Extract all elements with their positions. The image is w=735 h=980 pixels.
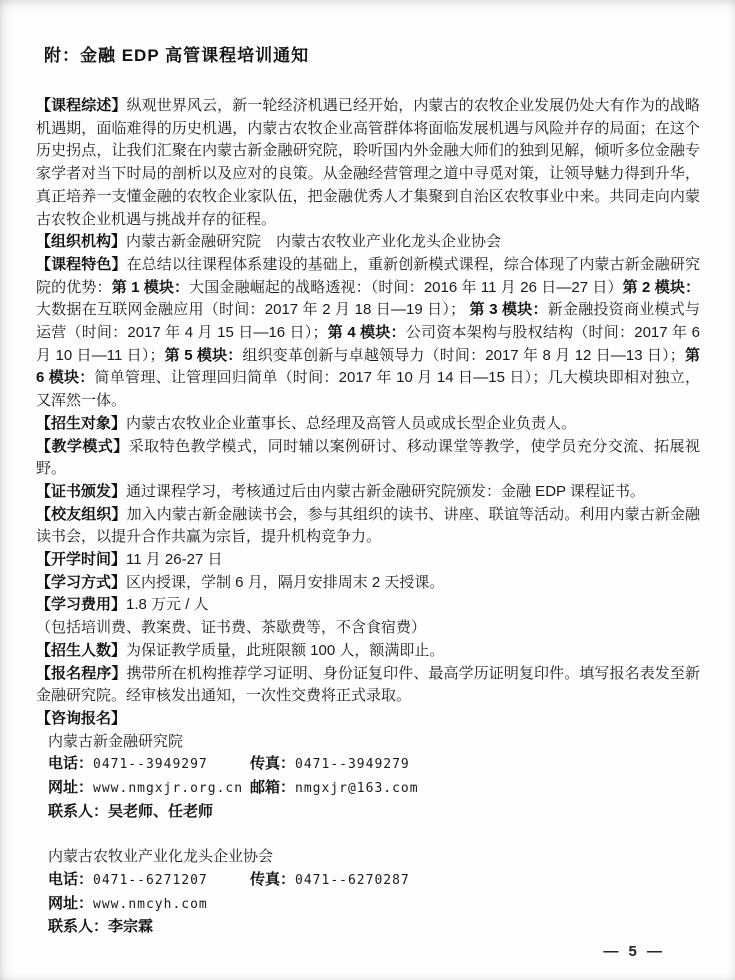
contact-person-label: 联系人： bbox=[48, 802, 109, 820]
features-outro: 几大模块即相对独立，又浑然一体。 bbox=[36, 369, 700, 410]
section-text: 内蒙古新金融研究院 内蒙古农牧业产业化龙头企业协会 bbox=[126, 233, 502, 251]
document-body bbox=[36, 95, 700, 939]
section-text: 通过课程学习，考核通过后由内蒙古新金融研究院颁发：金融 EDP 课程证书。 bbox=[126, 482, 645, 500]
website-value: www.nmgxjr.org.cn bbox=[93, 781, 244, 797]
section-organizers bbox=[36, 231, 700, 254]
fax-value: 0471--6270287 bbox=[295, 872, 410, 888]
contact-person bbox=[36, 916, 700, 939]
phone-field bbox=[48, 753, 250, 777]
section-label: 【教学模式】 bbox=[36, 437, 129, 455]
section-study-mode bbox=[36, 572, 700, 595]
section-teaching-mode bbox=[36, 436, 700, 481]
section-label: 【校友组织】 bbox=[36, 505, 127, 523]
organization-name: 内蒙古农牧业产业化龙头企业协会 bbox=[48, 848, 274, 866]
contact-row bbox=[36, 777, 700, 801]
email-label: 邮箱： bbox=[250, 779, 296, 797]
section-label: 【学习方式】 bbox=[36, 573, 127, 591]
section-label: 【证书颁发】 bbox=[36, 482, 127, 500]
section-text: 为保证教学质量，此班限额 100 人，额满即止。 bbox=[126, 641, 445, 659]
section-label: 【组织机构】 bbox=[36, 233, 127, 251]
section-label: 【咨询报名】 bbox=[36, 709, 127, 727]
module-5-desc: 组织变革创新与卓越领导力（时间：2017 年 8 月 12 日—13 日）； bbox=[242, 346, 685, 364]
module-3-name: 第 3 模块： bbox=[469, 301, 548, 319]
module-4-name: 第 4 模块： bbox=[327, 324, 406, 342]
phone-value: 0471--6271207 bbox=[93, 872, 208, 888]
contact-block-institute bbox=[36, 731, 700, 824]
fee-note bbox=[36, 617, 700, 640]
section-start-date bbox=[36, 549, 700, 572]
module-6-desc: 简单管理、让管理回归简单（时间：2017 年 10 月 14 日—15 日）； bbox=[94, 369, 548, 387]
section-certificate bbox=[36, 481, 700, 504]
contact-block-association bbox=[36, 846, 700, 939]
section-course-overview bbox=[36, 95, 700, 231]
module-2-desc: 大数据在互联网金融应用（时间：2017 年 2 月 18 日—19 日）； bbox=[36, 301, 470, 319]
contact-person bbox=[36, 801, 700, 824]
contact-person-names: 吴老师、任老师 bbox=[108, 802, 214, 820]
section-fee bbox=[36, 594, 700, 617]
website-label: 网址： bbox=[48, 894, 94, 912]
website-value: www.nmcyh.com bbox=[93, 896, 208, 912]
fax-label: 传真： bbox=[250, 870, 296, 888]
section-text: 11 月 26-27 日 bbox=[126, 551, 223, 569]
section-consult bbox=[36, 708, 700, 731]
page-title: 附：金融 EDP 高管课程培训通知 bbox=[44, 46, 310, 65]
section-text: 携带所在机构推荐学习证明、身份证复印件、最高学历证明复印件。填写报名表发至新金融研究院。经审核发出通知，一次性交费将正式录取。 bbox=[36, 664, 700, 705]
contact-row bbox=[36, 869, 700, 893]
email-value: nmgxjr@163.com bbox=[295, 781, 419, 797]
fax-value: 0471--3949279 bbox=[295, 757, 410, 773]
website-field bbox=[48, 893, 250, 917]
section-audience bbox=[36, 413, 700, 436]
module-3-desc: 新金融投资商业模式与运营（时间：2017 年 4 月 15 日—16 日）； bbox=[36, 301, 700, 342]
section-text: 采取特色教学模式，同时辅以案例研讨、移动课堂等教学，使学员充分交流、拓展视野。 bbox=[36, 437, 700, 478]
contact-row bbox=[36, 893, 700, 917]
section-application bbox=[36, 663, 700, 708]
website-label: 网址： bbox=[48, 779, 94, 797]
section-label: 【开学时间】 bbox=[36, 551, 127, 569]
section-text: 加入内蒙古新金融读书会，参与其组织的读书、讲座、联谊等活动。利用内蒙古新金融读书会，以提升合作共赢为宗旨，提升机构竞争力。 bbox=[36, 505, 700, 546]
module-4-desc: 公司资本架构与股权结构（时间：2017 年 6 月 10 日—11 日）； bbox=[36, 324, 700, 364]
section-text: 内蒙古农牧业企业董事长、总经理及高管人员或成长型企业负责人。 bbox=[126, 414, 577, 432]
contact-person-names: 李宗霖 bbox=[108, 918, 154, 936]
features-intro: 在总结以往课程体系建设的基础上，重新创新模式课程，综合体现了内蒙古新金融研究院的优势： bbox=[36, 255, 700, 296]
document-content bbox=[36, 44, 700, 939]
phone-value: 0471--3949297 bbox=[93, 757, 208, 773]
section-label: 【招生人数】 bbox=[36, 641, 127, 659]
phone-label: 电话： bbox=[48, 755, 94, 773]
module-1-name: 第 1 模块： bbox=[111, 278, 190, 296]
module-6-name: 第 6 模块： bbox=[36, 346, 700, 387]
section-quota bbox=[36, 640, 700, 663]
fax-field bbox=[250, 753, 700, 777]
email-field bbox=[250, 777, 700, 801]
page-number: — 5 — bbox=[603, 943, 665, 960]
phone-field bbox=[48, 869, 250, 893]
module-5-name: 第 5 模块： bbox=[164, 346, 243, 364]
section-text: 1.8 万元 / 人 bbox=[126, 596, 209, 614]
section-course-features bbox=[36, 254, 700, 413]
section-label: 【课程综述】 bbox=[36, 97, 127, 114]
contact-person-label: 联系人： bbox=[48, 918, 109, 936]
section-label: 【报名程序】 bbox=[36, 664, 127, 682]
phone-label: 电话： bbox=[48, 870, 94, 888]
organization-name: 内蒙古新金融研究院 bbox=[48, 732, 184, 750]
module-2-name: 第 2 模块： bbox=[622, 278, 700, 296]
section-alumni bbox=[36, 504, 700, 549]
section-label: 【招生对象】 bbox=[36, 414, 127, 432]
contact-row bbox=[36, 753, 700, 777]
module-1-desc: 大国金融崛起的战略透视：（时间：2016 年 11 月 26 日—27 日） bbox=[189, 278, 623, 296]
fax-field bbox=[250, 869, 700, 893]
fax-label: 传真： bbox=[250, 755, 296, 773]
website-field bbox=[48, 777, 250, 801]
section-text: 区内授课，学制 6 月，隔月安排周末 2 天授课。 bbox=[126, 573, 445, 591]
section-text: 纵观世界风云，新一轮经济机遇已经开始，内蒙古的农牧企业发展仍处大有作为的战略机遇期，面临难得的历史机遇，内蒙古农牧企业高管群体将面临发展机遇与风险并存的局面；在这个历史拐点，让我们汇聚在内蒙古新金融研究院，聆听国内外金融大师们的独到见解，倾听多位金融专家学者对当下时局的剖析以及应对的良策。从金融经营管理之道中寻觅对策，让领导魅力得到升华，真正培养一支懂金融的农牧企业家队伍，把金融优秀人才集聚到自治区农牧事业中来。共同走向内蒙古农牧企业机遇与挑战并存的征程。 bbox=[36, 97, 700, 228]
section-label: 【课程特色】 bbox=[36, 255, 127, 273]
section-label: 【学习费用】 bbox=[36, 596, 127, 614]
fee-note-text: （包括培训费、教案费、证书费、茶歇费等，不含食宿费） bbox=[36, 619, 427, 637]
